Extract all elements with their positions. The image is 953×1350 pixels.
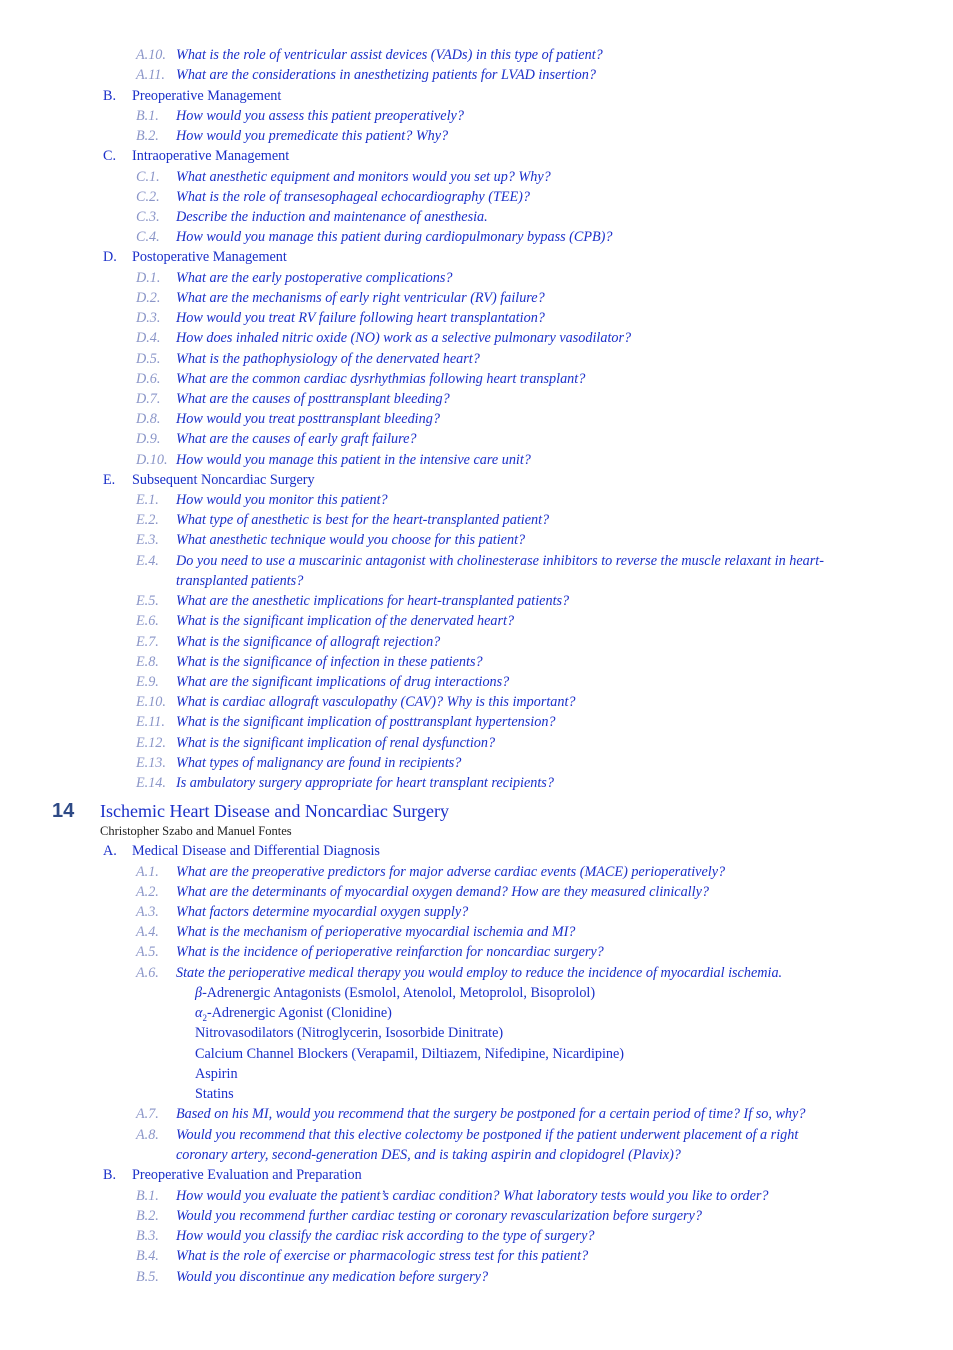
question-b4 (0, 1246, 953, 1266)
section-c-heading (0, 146, 953, 166)
question-text: What anesthetic technique would you choose for this patient? (176, 532, 526, 548)
question-number: D.7. (136, 391, 161, 407)
question-d7 (0, 389, 953, 409)
question-number: E.1. (136, 492, 159, 508)
question-b3 (0, 1226, 953, 1246)
drug-class-label: Calcium Channel Blockers (Verapamil, Diltiazem, Nifedipine, Nicardipine) (195, 1046, 625, 1062)
drug-class-statins (0, 1084, 953, 1104)
question-text: What is cardiac allograft vasculopathy (CAV)? Why is this important? (176, 694, 576, 710)
section-letter: B. (103, 88, 117, 104)
question-e8 (0, 652, 953, 672)
section-title: Preoperative Management (132, 88, 282, 104)
question-text: Would you recommend that this elective colectomy be postponed if the patient underwent placement of a right (176, 1127, 799, 1143)
question-number: E.3. (136, 532, 159, 548)
question-text: Would you discontinue any medication before surgery? (176, 1269, 489, 1285)
question-e10 (0, 692, 953, 712)
question-text: How would you classify the cardiac risk according to the type of surgery? (176, 1228, 595, 1244)
question-a10 (0, 45, 953, 65)
question-number: C.1. (136, 169, 160, 185)
section-d-heading (0, 247, 953, 267)
question-text: What are the early postoperative complications? (176, 270, 453, 286)
question-number: E.8. (136, 654, 159, 670)
question-text: What is the role of exercise or pharmacologic stress test for this patient? (176, 1248, 589, 1264)
section-letter: A. (103, 843, 117, 859)
section-b-heading (0, 1165, 953, 1185)
section-letter: C. (103, 148, 117, 164)
question-number: E.7. (136, 634, 159, 650)
section-title: Preoperative Evaluation and Preparation (132, 1167, 362, 1183)
question-number: E.10. (136, 694, 166, 710)
question-a1 (0, 862, 953, 882)
question-a8 (0, 1125, 953, 1145)
section-title: Intraoperative Management (132, 148, 290, 164)
section-b-heading (0, 86, 953, 106)
drug-class-label (195, 983, 595, 1003)
section-letter: B. (103, 1167, 117, 1183)
question-text-continued: transplanted patients? (176, 573, 304, 589)
question-text: Based on his MI, would you recommend that the surgery be postponed for a certain period of time? If so, why? (176, 1106, 806, 1122)
question-text: Describe the induction and maintenance of anesthesia. (176, 209, 488, 225)
drug-class-alpha2 (0, 1003, 953, 1023)
question-d1 (0, 268, 953, 288)
question-d3 (0, 308, 953, 328)
question-e2 (0, 510, 953, 530)
question-number: D.9. (136, 431, 161, 447)
question-number: A.10. (136, 47, 166, 63)
question-text: What is the role of transesophageal echocardiography (TEE)? (176, 189, 530, 205)
question-number: E.6. (136, 613, 159, 629)
question-number: A.7. (136, 1106, 159, 1122)
chapter-authors: Christopher Szabo and Manuel Fontes (100, 824, 292, 838)
question-text: How does inhaled nitric oxide (NO) work as a selective pulmonary vasodilator? (176, 330, 632, 346)
drug-class-text: -Adrenergic Antagonists (Esmolol, Atenolol, Metoprolol, Bisoprolol) (202, 985, 596, 1001)
question-d6 (0, 369, 953, 389)
question-text: What are the causes of posttransplant bleeding? (176, 391, 450, 407)
question-c4 (0, 227, 953, 247)
question-a7 (0, 1104, 953, 1124)
question-text: How would you treat posttransplant bleeding? (176, 411, 440, 427)
question-a11 (0, 65, 953, 85)
question-text: How would you treat RV failure following heart transplantation? (176, 310, 545, 326)
question-a4 (0, 922, 953, 942)
question-text: How would you assess this patient preoperatively? (176, 108, 464, 124)
question-e11 (0, 712, 953, 732)
question-text: What type of anesthetic is best for the heart-transplanted patient? (176, 512, 550, 528)
section-title: Postoperative Management (132, 249, 287, 265)
question-d5 (0, 349, 953, 369)
question-text: What are the determinants of myocardial oxygen demand? How are they measured clinically? (176, 884, 709, 900)
question-number: A.6. (136, 965, 159, 981)
question-e5 (0, 591, 953, 611)
question-text: What are the mechanisms of early right ventricular (RV) failure? (176, 290, 545, 306)
question-e13 (0, 753, 953, 773)
question-a2 (0, 882, 953, 902)
question-e4 (0, 551, 953, 571)
chapter-title: Ischemic Heart Disease and Noncardiac Surgery (100, 801, 450, 821)
question-number: A.11. (136, 67, 165, 83)
question-number: D.10. (136, 452, 168, 468)
question-e12 (0, 733, 953, 753)
question-text: Is ambulatory surgery appropriate for heart transplant recipients? (176, 775, 554, 791)
question-number: E.14. (136, 775, 166, 791)
drug-class-calcium-channel-blockers (0, 1044, 953, 1064)
alpha-subscript: 2 (202, 1012, 207, 1023)
question-text: How would you premedicate this patient? Why? (176, 128, 449, 144)
question-c3 (0, 207, 953, 227)
question-a3 (0, 902, 953, 922)
question-e3 (0, 530, 953, 550)
drug-class-text: -Adrenergic Agonist (Clonidine) (206, 1005, 392, 1021)
question-number: B.1. (136, 108, 159, 124)
question-number: C.2. (136, 189, 160, 205)
question-b5 (0, 1267, 953, 1287)
question-number: E.4. (136, 553, 159, 569)
beta-symbol: β (195, 985, 203, 1001)
question-number: D.1. (136, 270, 161, 286)
question-text: How would you manage this patient during cardiopulmonary bypass (CPB)? (176, 229, 613, 245)
question-number: B.5. (136, 1269, 159, 1285)
question-b1 (0, 1186, 953, 1206)
question-e1 (0, 490, 953, 510)
question-text: How would you manage this patient in the intensive care unit? (176, 452, 531, 468)
question-text: Would you recommend further cardiac testing or coronary revascularization before surgery? (176, 1208, 702, 1224)
question-number: E.5. (136, 593, 159, 609)
question-d2 (0, 288, 953, 308)
question-number: E.9. (136, 674, 159, 690)
question-a5 (0, 942, 953, 962)
question-number: B.1. (136, 1188, 159, 1204)
question-e9 (0, 672, 953, 692)
question-number: A.3. (136, 904, 159, 920)
drug-class-beta (0, 983, 953, 1003)
question-a8-continued (0, 1145, 953, 1165)
question-text: What are the considerations in anesthetizing patients for LVAD insertion? (176, 67, 596, 83)
question-text: What anesthetic equipment and monitors would you set up? Why? (176, 169, 551, 185)
alpha-symbol: α (195, 1005, 203, 1021)
question-b2 (0, 1206, 953, 1226)
question-number: B.4. (136, 1248, 159, 1264)
drug-class-label: Aspirin (195, 1066, 238, 1082)
question-text: What is the pathophysiology of the denervated heart? (176, 351, 480, 367)
question-e14 (0, 773, 953, 793)
question-text-continued: coronary artery, second-generation DES, and is taking aspirin and clopidogrel (Plavix)? (176, 1147, 681, 1163)
chapter-heading (0, 799, 953, 823)
question-number: C.3. (136, 209, 160, 225)
question-number: E.12. (136, 735, 166, 751)
question-number: D.4. (136, 330, 161, 346)
question-d9 (0, 429, 953, 449)
question-number: D.3. (136, 310, 161, 326)
question-number: A.2. (136, 884, 159, 900)
question-number: B.2. (136, 128, 159, 144)
question-e6 (0, 611, 953, 631)
question-text: What are the anesthetic implications for heart-transplanted patients? (176, 593, 570, 609)
section-a-heading (0, 841, 953, 861)
drug-class-label: Statins (195, 1086, 234, 1102)
section-title: Medical Disease and Differential Diagnosis (132, 843, 380, 859)
question-d10 (0, 450, 953, 470)
question-text: Do you need to use a muscarinic antagonist with cholinesterase inhibitors to reverse the muscle relaxant in heart- (176, 553, 824, 569)
question-number: E.2. (136, 512, 159, 528)
question-number: A.5. (136, 944, 159, 960)
question-text: What is the significance of infection in these patients? (176, 654, 483, 670)
question-d8 (0, 409, 953, 429)
chapter-authors-row (0, 822, 953, 840)
question-number: C.4. (136, 229, 160, 245)
question-number: B.3. (136, 1228, 159, 1244)
question-text: What is the incidence of perioperative reinfarction for noncardiac surgery? (176, 944, 604, 960)
question-number: D.8. (136, 411, 161, 427)
chapter-number: 14 (52, 800, 75, 822)
question-text: How would you evaluate the patient’s cardiac condition? What laboratory tests would you like to order? (176, 1188, 769, 1204)
question-c2 (0, 187, 953, 207)
section-title: Subsequent Noncardiac Surgery (132, 472, 315, 488)
question-text: What is the mechanism of perioperative myocardial ischemia and MI? (176, 924, 576, 940)
question-number: D.5. (136, 351, 161, 367)
question-text: What are the causes of early graft failure? (176, 431, 417, 447)
question-number: E.11. (136, 714, 165, 730)
question-text: What is the significant implication of renal dysfunction? (176, 735, 496, 751)
section-letter: D. (103, 249, 117, 265)
drug-class-nitrovasodilators (0, 1023, 953, 1043)
question-number: B.2. (136, 1208, 159, 1224)
question-text: What is the significance of allograft rejection? (176, 634, 441, 650)
question-c1 (0, 167, 953, 187)
question-text: What factors determine myocardial oxygen supply? (176, 904, 469, 920)
question-text: What types of malignancy are found in recipients? (176, 755, 462, 771)
question-text: How would you monitor this patient? (176, 492, 388, 508)
question-b1 (0, 106, 953, 126)
question-b2 (0, 126, 953, 146)
question-text: What are the preoperative predictors for major adverse cardiac events (MACE) perioperatively? (176, 864, 726, 880)
drug-class-aspirin (0, 1064, 953, 1084)
drug-class-label: Nitrovasodilators (Nitroglycerin, Isosorbide Dinitrate) (195, 1025, 504, 1041)
question-number: E.13. (136, 755, 166, 771)
question-text: What is the role of ventricular assist devices (VADs) in this type of patient? (176, 47, 603, 63)
question-text: What is the significant implication of the denervated heart? (176, 613, 515, 629)
question-a6 (0, 963, 953, 983)
section-e-heading (0, 470, 953, 490)
section-letter: E. (103, 472, 116, 488)
question-text: What is the significant implication of posttransplant hypertension? (176, 714, 556, 730)
question-e4-continued (0, 571, 953, 591)
question-text: What are the significant implications of drug interactions? (176, 674, 510, 690)
question-number: A.1. (136, 864, 159, 880)
question-text: State the perioperative medical therapy you would employ to reduce the incidence of myocardial ischemia. (176, 965, 783, 981)
question-number: D.2. (136, 290, 161, 306)
question-number: A.4. (136, 924, 159, 940)
question-text: What are the common cardiac dysrhythmias following heart transplant? (176, 371, 586, 387)
question-number: D.6. (136, 371, 161, 387)
question-number: A.8. (136, 1127, 159, 1143)
question-d4 (0, 328, 953, 348)
question-e7 (0, 632, 953, 652)
